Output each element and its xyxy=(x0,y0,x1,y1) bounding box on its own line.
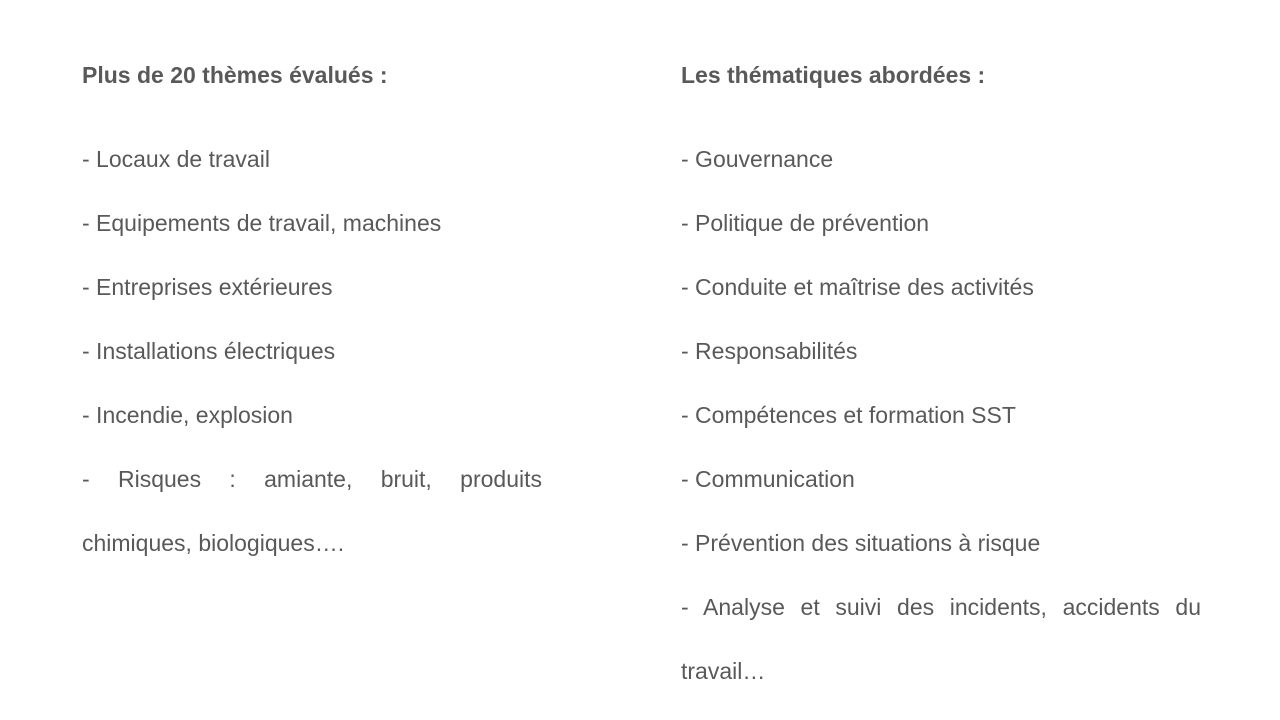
list-item: - Politique de prévention xyxy=(681,210,930,236)
right-list xyxy=(681,127,1201,703)
left-list xyxy=(82,127,542,575)
list-item: - Equipements de travail, machines xyxy=(82,210,442,236)
list-item: - Locaux de travail xyxy=(82,146,270,172)
list-item: - Prévention des situations à risque xyxy=(681,530,1041,556)
list-item: - Communication xyxy=(681,466,855,492)
list-item: - Installations électriques xyxy=(82,338,336,364)
list-item: - Compétences et formation SST xyxy=(681,402,1016,428)
list-item: - Incendie, explosion xyxy=(82,402,293,428)
list-item: - Conduite et maîtrise des activités xyxy=(681,274,1034,300)
right-column xyxy=(681,59,1201,703)
list-item: - Risques : amiante, bruit, produits chimiques, biologiques…. xyxy=(82,466,542,556)
list-item: - Gouvernance xyxy=(681,146,834,172)
right-heading: Les thématiques abordées : xyxy=(681,62,986,88)
list-item: - Entreprises extérieures xyxy=(82,274,333,300)
list-item: - Responsabilités xyxy=(681,338,858,364)
left-column xyxy=(82,59,542,575)
left-heading: Plus de 20 thèmes évalués : xyxy=(82,62,388,88)
list-item: - Analyse et suivi des incidents, accidents du travail… xyxy=(681,594,1201,684)
